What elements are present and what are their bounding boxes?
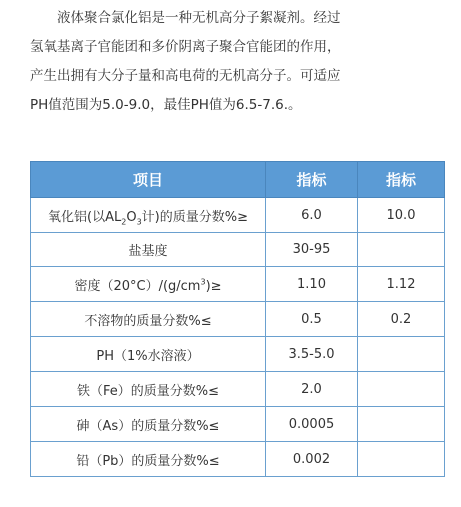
item-subscript: 3 xyxy=(136,217,142,227)
item-superscript: 3 xyxy=(200,277,206,287)
row-value-2: 10.0 xyxy=(358,198,445,233)
row-item xyxy=(31,198,266,233)
row-value-1: 6.0 xyxy=(266,198,358,233)
header-item: 项目 xyxy=(31,162,266,198)
row-value-1: 0.5 xyxy=(266,302,358,337)
header-indicator-1: 指标 xyxy=(266,162,358,198)
table-row xyxy=(31,442,445,477)
row-item: 不溶物的质量分数%≤ xyxy=(31,302,266,337)
item-text: O xyxy=(126,209,137,225)
row-item: PH（1%水溶液） xyxy=(31,337,266,372)
row-item xyxy=(31,267,266,302)
row-value-1: 3.5-5.0 xyxy=(266,337,358,372)
row-value-1: 30-95 xyxy=(266,233,358,267)
header-indicator-2: 指标 xyxy=(358,162,445,198)
row-item: 盐基度 xyxy=(31,233,266,267)
row-item: 铁（Fe）的质量分数%≤ xyxy=(31,372,266,407)
table-row xyxy=(31,337,445,372)
table-row xyxy=(31,198,445,233)
item-text: 氧化铝(以AL xyxy=(48,209,122,225)
row-value-1: 0.002 xyxy=(266,442,358,477)
intro-line: 产生出拥有大分子量和高电荷的无机高分子。可适应 xyxy=(30,68,341,84)
item-text: 计)的质量分数%≥ xyxy=(141,209,248,225)
table-header-row xyxy=(31,162,445,198)
table-row xyxy=(31,267,445,302)
table-row xyxy=(31,372,445,407)
intro-line: 氢氧基离子官能团和多价阴离子聚合官能团的作用， xyxy=(30,39,341,55)
intro-line: 液体聚合氯化铝是一种无机高分子絮凝剂。经过 xyxy=(57,10,341,26)
table-row xyxy=(31,233,445,267)
row-value-2 xyxy=(358,442,445,477)
row-value-2: 0.2 xyxy=(358,302,445,337)
table-row xyxy=(31,407,445,442)
row-value-1: 2.0 xyxy=(266,372,358,407)
item-text: )≥ xyxy=(205,278,222,294)
item-subscript: 2 xyxy=(121,217,127,227)
intro-paragraph xyxy=(30,4,450,120)
spec-table xyxy=(30,161,445,477)
row-value-2 xyxy=(358,337,445,372)
row-value-2: 1.12 xyxy=(358,267,445,302)
row-value-2 xyxy=(358,233,445,267)
item-text: 密度（20°C）/(g/cm xyxy=(74,278,201,294)
row-item: 铅（Pb）的质量分数%≤ xyxy=(31,442,266,477)
row-item: 砷（As）的质量分数%≤ xyxy=(31,407,266,442)
row-value-1: 1.10 xyxy=(266,267,358,302)
row-value-1: 0.0005 xyxy=(266,407,358,442)
row-value-2 xyxy=(358,407,445,442)
table-row xyxy=(31,302,445,337)
row-value-2 xyxy=(358,372,445,407)
intro-line: PH值范围为5.0-9.0，最佳PH值为6.5-7.6.。 xyxy=(30,97,302,113)
